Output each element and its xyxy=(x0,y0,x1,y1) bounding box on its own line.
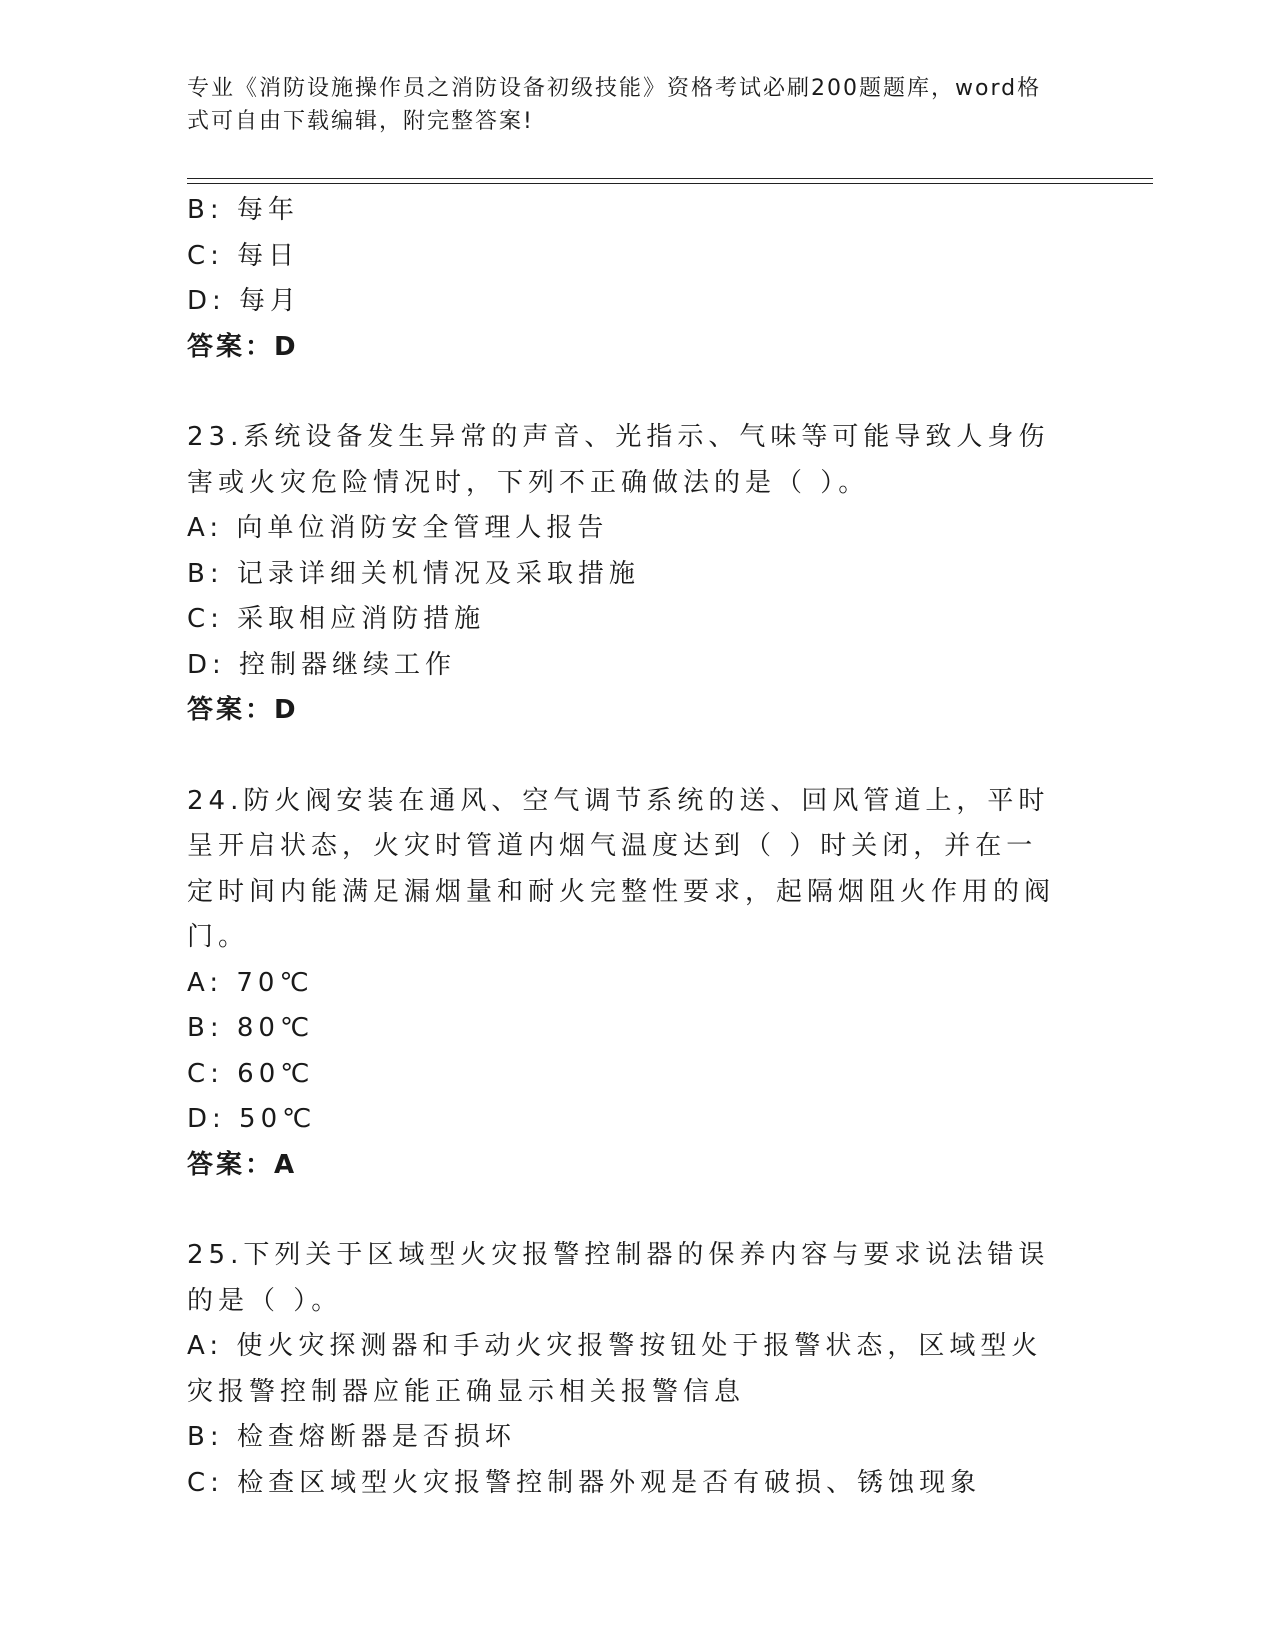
option-b: B: 检查熔断器是否损坏 xyxy=(187,1422,516,1452)
answer-line: 答案：A xyxy=(187,1149,298,1180)
header-divider-top xyxy=(187,178,1153,179)
spacer xyxy=(187,1188,1087,1233)
header-line-1: 专业《消防设施操作员之消防设备初级技能》资格考试必刷200题题库，word格 xyxy=(187,76,1042,101)
option-c: C: 检查区域型火灾报警控制器外观是否有破损、锈蚀现象 xyxy=(187,1467,982,1498)
option-d: D: 控制器继续工作 xyxy=(187,649,457,680)
option-d: D: 每月 xyxy=(187,286,302,316)
header-line-2: 式可自由下载编辑，附完整答案! xyxy=(187,109,534,134)
option-c: C: 采取相应消防措施 xyxy=(187,604,486,634)
question-25 xyxy=(187,1233,1087,1506)
question-23 xyxy=(187,415,1087,734)
option-a: A: 70℃ xyxy=(187,967,314,998)
option-b: B: 记录详细关机情况及采取措施 xyxy=(187,558,640,589)
header-divider-bottom xyxy=(187,183,1153,184)
option-d: D: 50℃ xyxy=(187,1104,317,1134)
option-b: B: 每年 xyxy=(187,195,299,225)
question-stem: 24.防火阀安装在通风、空气调节系统的送、回风管道上，平时呈开启状态，火灾时管道内烟气温度达到（ ）时关闭，并在一定时间内能满足漏烟量和耐火完整性要求，起隔烟阻火作用的阀门。 xyxy=(187,785,1056,952)
spacer xyxy=(187,734,1087,779)
option-c: C: 每日 xyxy=(187,240,300,271)
spacer xyxy=(187,370,1087,415)
option-a: A: 使火灾探测器和手动火灾报警按钮处于报警状态，区域型火灾报警控制器应能正确显示相关报警信息 xyxy=(187,1331,1043,1407)
question-stem: 23.系统设备发生异常的声音、光指示、气味等可能导致人身伤害或火灾危险情况时，下列不正确做法的是（ ）。 xyxy=(187,422,1050,498)
question-22-tail xyxy=(187,188,1087,370)
question-24 xyxy=(187,779,1087,1189)
answer-line: 答案：D xyxy=(187,331,299,362)
option-b: B: 80℃ xyxy=(187,1013,315,1043)
answer-line: 答案：D xyxy=(187,695,299,725)
question-list xyxy=(187,188,1087,1506)
question-stem: 25.下列关于区域型火灾报警控制器的保养内容与要求说法错误的是（ ）。 xyxy=(187,1240,1050,1316)
option-c: C: 60℃ xyxy=(187,1058,315,1089)
option-a: A: 向单位消防安全管理人报告 xyxy=(187,513,609,543)
document-header xyxy=(187,72,1067,138)
